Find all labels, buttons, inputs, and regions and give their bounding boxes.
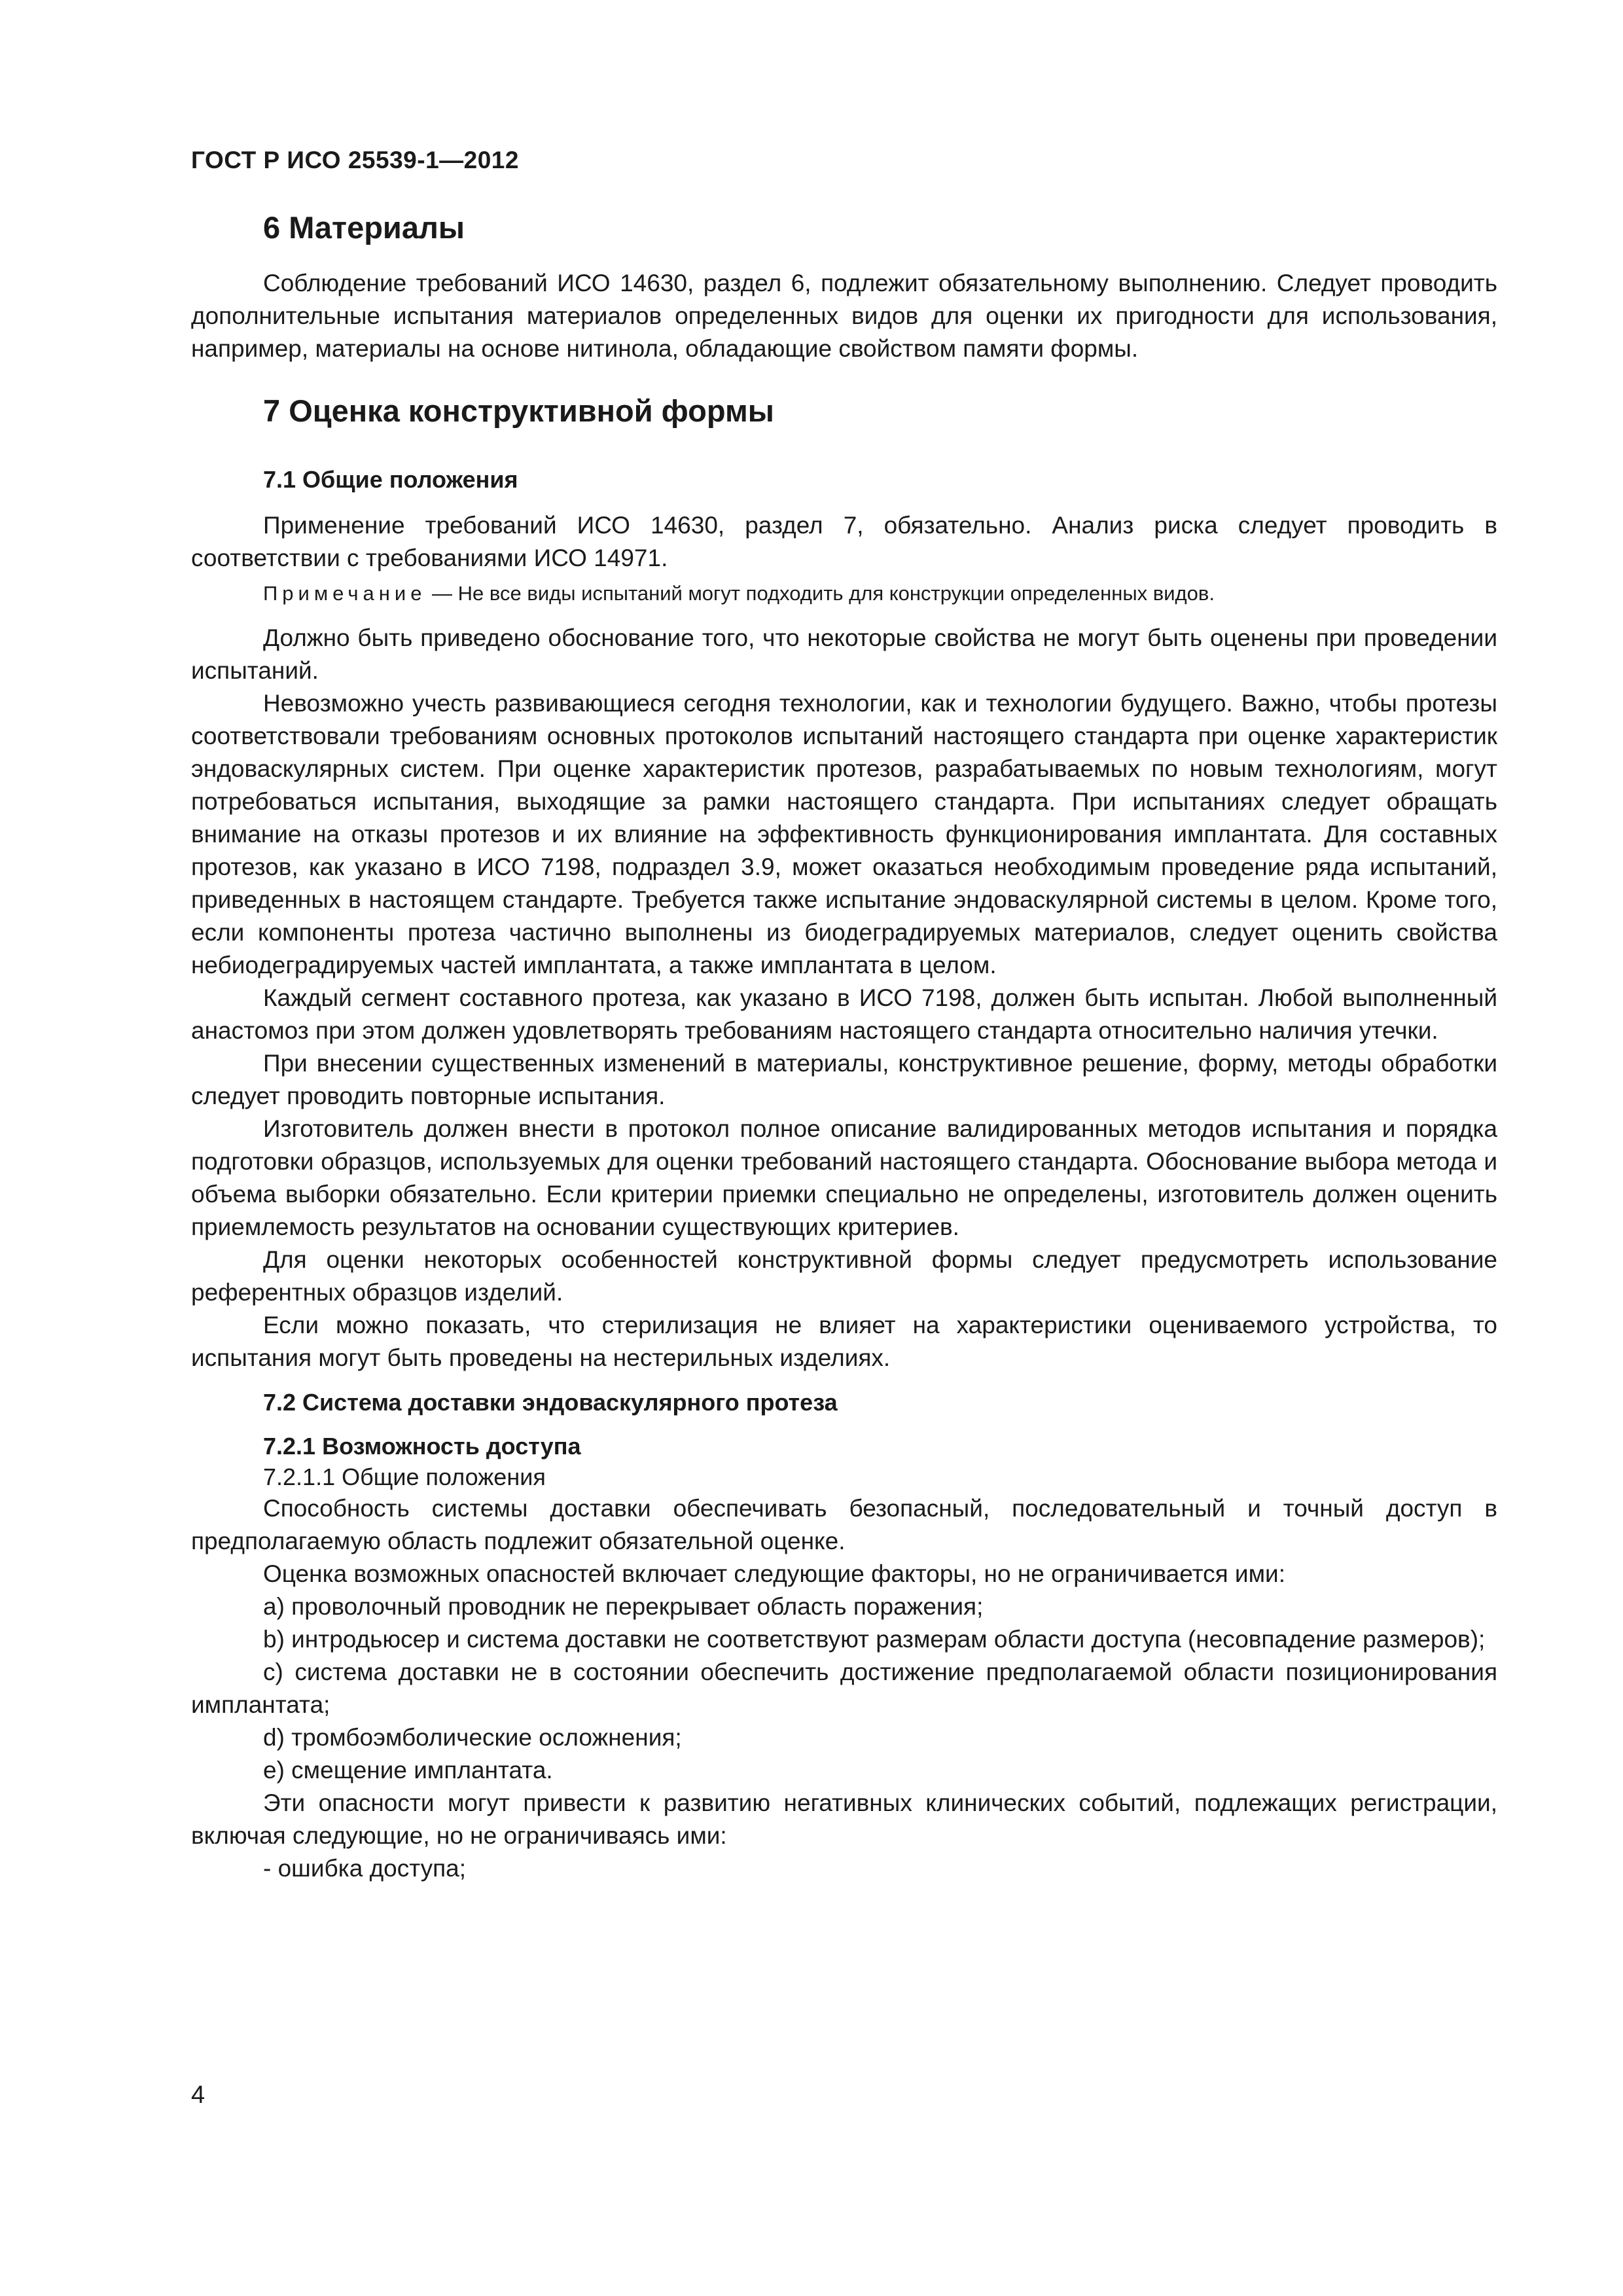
list-item: e) смещение имплантата.	[263, 1757, 553, 1784]
section-7-2-heading: 7.2 Система доставки эндоваскулярного протеза	[263, 1389, 838, 1416]
paragraph: Должно быть приведено обоснование того, что некоторые свойства не могут быть оценены при проведении испытаний.	[191, 624, 1497, 684]
note-text: — Не все виды испытаний могут подходить для конструкции определенных видов.	[426, 582, 1215, 605]
note-label: Примечание	[263, 582, 427, 605]
section-6-paragraph: Соблюдение требований ИСО 14630, раздел 6, подлежит обязательному выполнению. Следует проводить дополнительные испытания материалов определенных видов для оценки их пригодности для использования, например, материалы на основе нитинола, обладающие свойством памяти формы.	[191, 270, 1497, 362]
section-7-2-1-heading: 7.2.1 Возможность доступа	[263, 1433, 581, 1460]
paragraph: Оценка возможных опасностей включает следующие факторы, но не ограничивается ими:	[263, 1560, 1285, 1587]
page-number: 4	[191, 2081, 205, 2109]
document-code: ГОСТ Р ИСО 25539-1—2012	[191, 147, 519, 173]
paragraph: Для оценки некоторых особенностей конструктивной формы следует предусмотреть использование референтных образцов изделий.	[191, 1246, 1497, 1306]
section-7-2-1-1-heading: 7.2.1.1 Общие положения	[263, 1463, 546, 1490]
dash-list-item: - ошибка доступа;	[263, 1855, 467, 1882]
section-6-heading: 6 Материалы	[263, 210, 465, 245]
paragraph: Изготовитель должен внести в протокол полное описание валидированных методов испытания и порядка подготовки образцов, используемых для оценки требований настоящего стандарта. Обоснование выбора метода и объема выборки обязательно. Если критерии приемки специально не определены, изготовитель должен оценить приемлемость результатов на основании существующих критериев.	[191, 1115, 1497, 1240]
list-item: d) тромбоэмболические осложнения;	[263, 1724, 682, 1751]
page-content	[191, 208, 1497, 1885]
paragraph: Эти опасности могут привести к развитию негативных клинических событий, подлежащих регистрации, включая следующие, но не ограничиваясь ими:	[191, 1789, 1497, 1849]
section-7-1-heading: 7.1 Общие положения	[263, 466, 518, 493]
list-item: c) система доставки не в состоянии обеспечить достижение предполагаемой области позиционирования имплантата;	[191, 1659, 1497, 1718]
paragraph: Способность системы доставки обеспечивать безопасный, последовательный и точный доступ в предполагаемую область подлежит обязательной оценке.	[191, 1495, 1497, 1554]
paragraph: Невозможно учесть развивающиеся сегодня технологии, как и технологии будущего. Важно, чтобы протезы соответствовали требованиям основных протоколов испытаний настоящего стандарта при оценке характеристик эндоваскулярных систем. При оценке характеристик протезов, разрабатываемых по новым технологиям, могут потребоваться испытания, выходящие за рамки настоящего стандарта. При испытаниях следует обращать внимание на отказы протезов и их влияние на эффективность функционирования имплантата. Для составных протезов, как указано в ИСО 7198, подраздел 3.9, может оказаться необходимым проведение ряда испытаний, приведенных в настоящем стандарте. Требуется также испытание эндоваскулярной системы в целом. Кроме того, если компоненты протеза частично выполнены из биодеградируемых материалов, следует оценить свойства небиодеградируемых частей имплантата, а также имплантата в целом.	[191, 690, 1497, 978]
note	[191, 580, 1497, 607]
section-7-heading: 7 Оценка конструктивной формы	[263, 393, 774, 428]
paragraph: Если можно показать, что стерилизация не влияет на характеристики оцениваемого устройства, то испытания могут быть проведены на нестерильных изделиях.	[191, 1312, 1497, 1371]
paragraph: При внесении существенных изменений в материалы, конструктивное решение, форму, методы обработки следует проводить повторные испытания.	[191, 1050, 1497, 1109]
paragraph: Каждый сегмент составного протеза, как указано в ИСО 7198, должен быть испытан. Любой выполненный анастомоз при этом должен удовлетворять требованиям настоящего стандарта относительно наличия утечки.	[191, 984, 1497, 1044]
list-item: b) интродьюсер и система доставки не соответствуют размерам области доступа (несовпадение размеров);	[263, 1626, 1486, 1653]
section-7-1-intro: Применение требований ИСО 14630, раздел 7, обязательно. Анализ риска следует проводить в соответствии с требованиями ИСО 14971.	[191, 512, 1497, 571]
list-item: a) проволочный проводник не перекрывает область поражения;	[263, 1593, 984, 1620]
